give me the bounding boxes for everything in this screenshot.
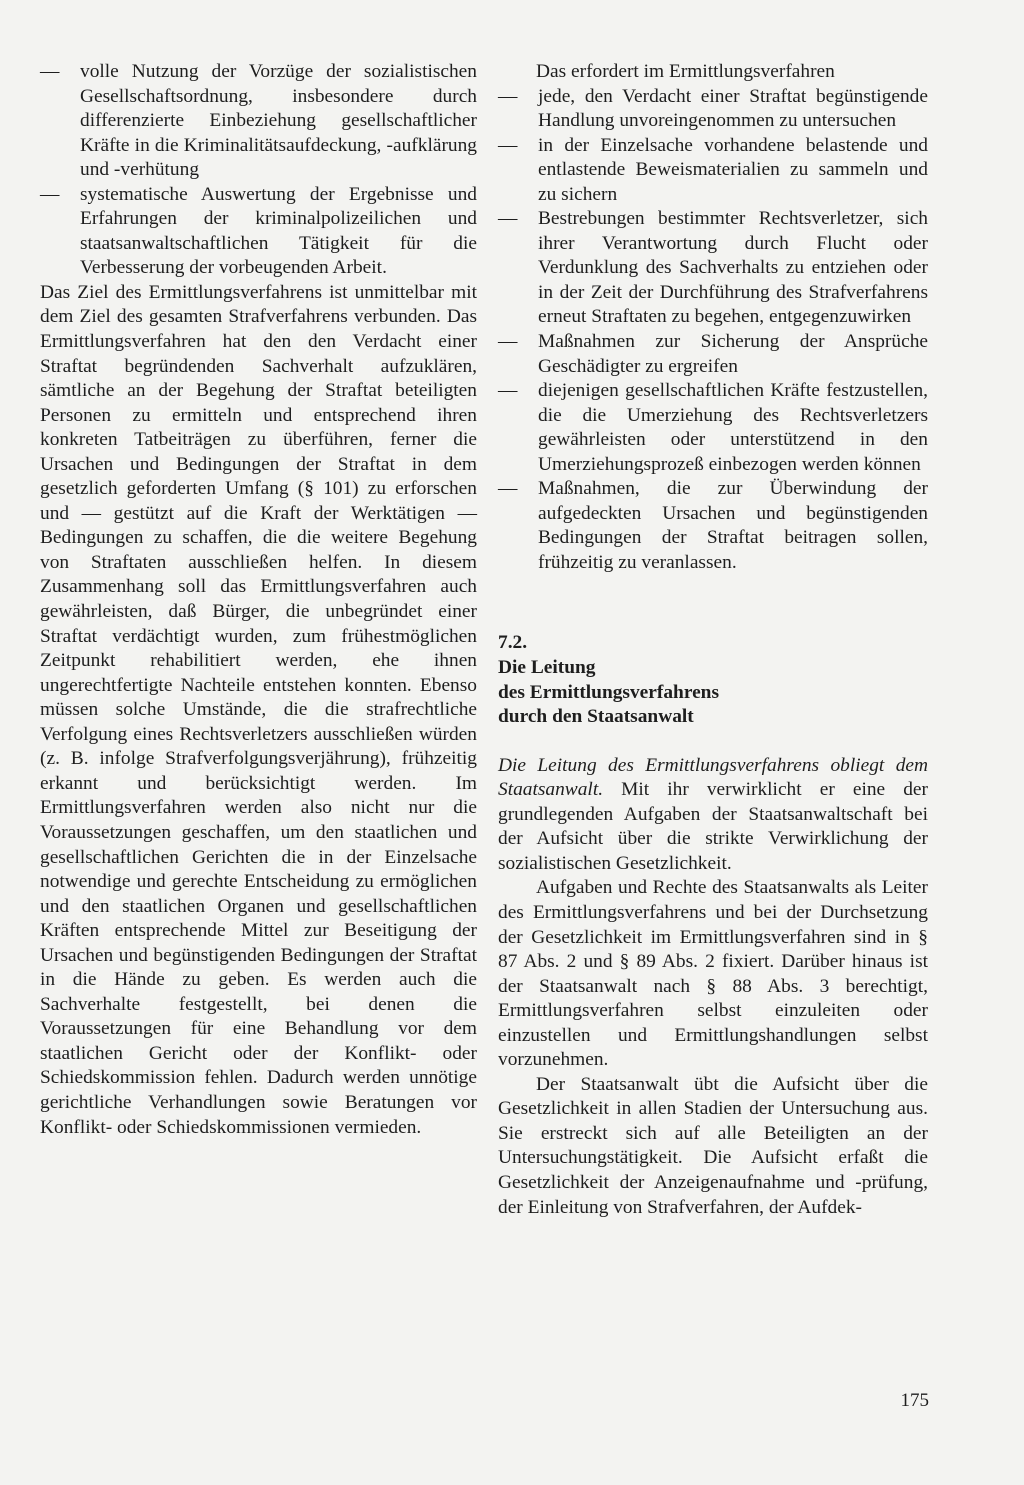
list-item-text: Maßnahmen, die zur Überwindung der aufgedeckten Ursachen und begünstigenden Bedingungen der Straftat beitragen sollen, frühzeitig zu veranlassen.: [538, 478, 928, 573]
left-column: [40, 60, 477, 1140]
body-paragraph: Das Ziel des Ermittlungsverfahrens ist unmittelbar mit dem Ziel des gesamten Strafverfahrens verbunden. Das Ermittlungsverfahren hat den den Verdacht einer Straftat begründenden Sachverhalt aufzuklären, sämtliche an der Begehung der Straftat beteiligten Personen zu ermitteln und entsprechend ihren konkreten Tatbeiträgen zu überführen, ferner die Ursachen und Bedingungen der Straftat in dem gesetzlich geforderten Umfang (§ 101) zu erforschen und — gestützt auf die Kraft der Werktätigen — Bedingungen zu schaffen, die die weitere Begehung von Straftaten ausschließen helfen. In diesem Zusammenhang soll das Ermittlungsverfahren auch gewährleisten, daß Bürger, die unbegründet einer Straftat verdächtigt wurden, zum frühestmöglichen Zeitpunkt rehabilitiert werden, ehe ihnen ungerechtfertigte Nachteile entstehen konnten. Ebenso müssen solche Umstände, die die strafrechtliche Verfolgung eines Rechtsverletzers ausschließen würden (z. B. infolge Strafverfolgungsverjährung), frühzeitig erkannt und berücksichtigt werden. Im Ermittlungsverfahren werden also nicht nur die Voraussetzungen geschaffen, um den staatlichen und gesellschaftlichen Gerichten die in der Einzelsache notwendige und gerechte Entscheidung zu ermöglichen und den staatlichen Organen und gesellschaftlichen Kräften entsprechende Mittel zur Beseitigung der Ursachen und begünstigenden Bedingungen der Straftat in die Hände zu geben. Es werden auch die Sachverhalte festgestellt, bei denen die Voraussetzungen für eine Behandlung vor dem staatlichen Gericht oder der Konflikt- oder Schiedskommission fehlen. Dadurch werden unnötige gerichtliche Verhandlungen sowie Beratungen vor Konflikt- oder Schiedskommissionen vermieden.: [40, 281, 477, 1138]
section-title-line: Die Leitung: [498, 657, 596, 679]
section-number: 7.2.: [498, 632, 528, 654]
list-item: [498, 207, 928, 330]
list-item-text: volle Nutzung der Vorzüge der sozialistischen Gesellschaftsordnung, insbesondere durch differenzierte Einbeziehung gesellschaftlicher Kräfte in die Kriminalitätsaufdeckung, -aufklärung und -verhütung: [80, 61, 477, 181]
list-item-text: diejenigen gesellschaftlichen Kräfte festzustellen, die die Umerziehung des Rechtsverletzers gewährleisten oder unterstützend in den Umerziehungsprozeß einbezogen werden können: [538, 380, 928, 475]
list-item: [498, 134, 928, 208]
list-dash: —: [498, 85, 518, 107]
list-dash: —: [498, 331, 518, 353]
list-item-text: Maßnahmen zur Sicherung der Ansprüche Geschädigter zu ergreifen: [538, 331, 928, 377]
list-item-text: systematische Auswertung der Ergebnisse und Erfahrungen der kriminalpolizeilichen und staatsanwaltschaftlichen Tätigkeit für die Verbesserung der vorbeugenden Arbeit.: [80, 183, 477, 279]
intro-text: Das erfordert im Ermittlungsverfahren: [536, 61, 835, 82]
list-dash: —: [498, 478, 518, 500]
section-paragraph: [498, 754, 928, 877]
list-item-text: Bestrebungen bestimmter Rechtsverletzer, sich ihrer Verantwortung durch Flucht oder Verdunklung des Sachverhalts zu entziehen oder in der Zeit der Durchführung des Strafverfahrens erneut Straftaten zu begehen, entgegenzuwirken: [538, 208, 928, 328]
section-title-line: durch den Staatsanwalt: [498, 706, 694, 728]
list-item: [498, 85, 928, 134]
list-item: [498, 477, 928, 575]
list-item: [40, 60, 477, 183]
list-dash: —: [498, 380, 518, 402]
list-dash: —: [498, 134, 518, 156]
section-paragraph: Der Staatsanwalt übt die Aufsicht über die Gesetzlichkeit in allen Stadien der Untersuchung aus. Sie erstreckt sich auf alle Beteiligten an der Untersuchungstätigkeit. Die Aufsicht erfaßt die Gesetzlichkeit der Anzeigenaufnahme und -prüfung, der Einleitung von Strafverfahren, der Aufdek-: [498, 1073, 928, 1218]
list-item-text: in der Einzelsache vorhandene belastende und entlastende Beweismaterialien zu sammeln und zu sichern: [538, 134, 928, 205]
list-dash: —: [40, 61, 60, 82]
list-item: [498, 330, 928, 379]
list-dash: —: [40, 183, 60, 205]
paragraph-rest: Mit ihr verwirklicht er eine der grundlegenden Aufgaben der Staatsanwaltschaft bei der Aufsicht über die strikte Verwirklichung der sozialistischen Gesetzlichkeit.: [498, 779, 928, 874]
italic-lead: Die Leitung des Ermittlungsverfahrens obliegt dem Staatsanwalt.: [498, 754, 928, 801]
list-dash: —: [498, 208, 518, 230]
page-number: 175: [900, 1390, 929, 1411]
section-title-line: des Ermittlungsverfahrens: [498, 681, 720, 703]
section-paragraph: Aufgaben und Rechte des Staatsanwalts als Leiter des Ermittlungsverfahrens und bei der Durchsetzung der Gesetzlichkeit im Ermittlungsverfahren sind in § 87 Abs. 2 und § 89 Abs. 2 fixiert. Darüber hinaus ist der Staatsanwalt nach § 88 Abs. 3 berechtigt, Ermittlungsverfahren selbst einzuleiten oder einzustellen und Ermittlungshandlungen selbst vorzunehmen.: [498, 877, 928, 1071]
list-item: [498, 379, 928, 477]
right-column: [498, 60, 928, 1220]
list-item: [40, 183, 477, 281]
list-item-text: jede, den Verdacht einer Straftat begünstigende Handlung unvoreingenommen zu untersuchen: [538, 85, 928, 132]
